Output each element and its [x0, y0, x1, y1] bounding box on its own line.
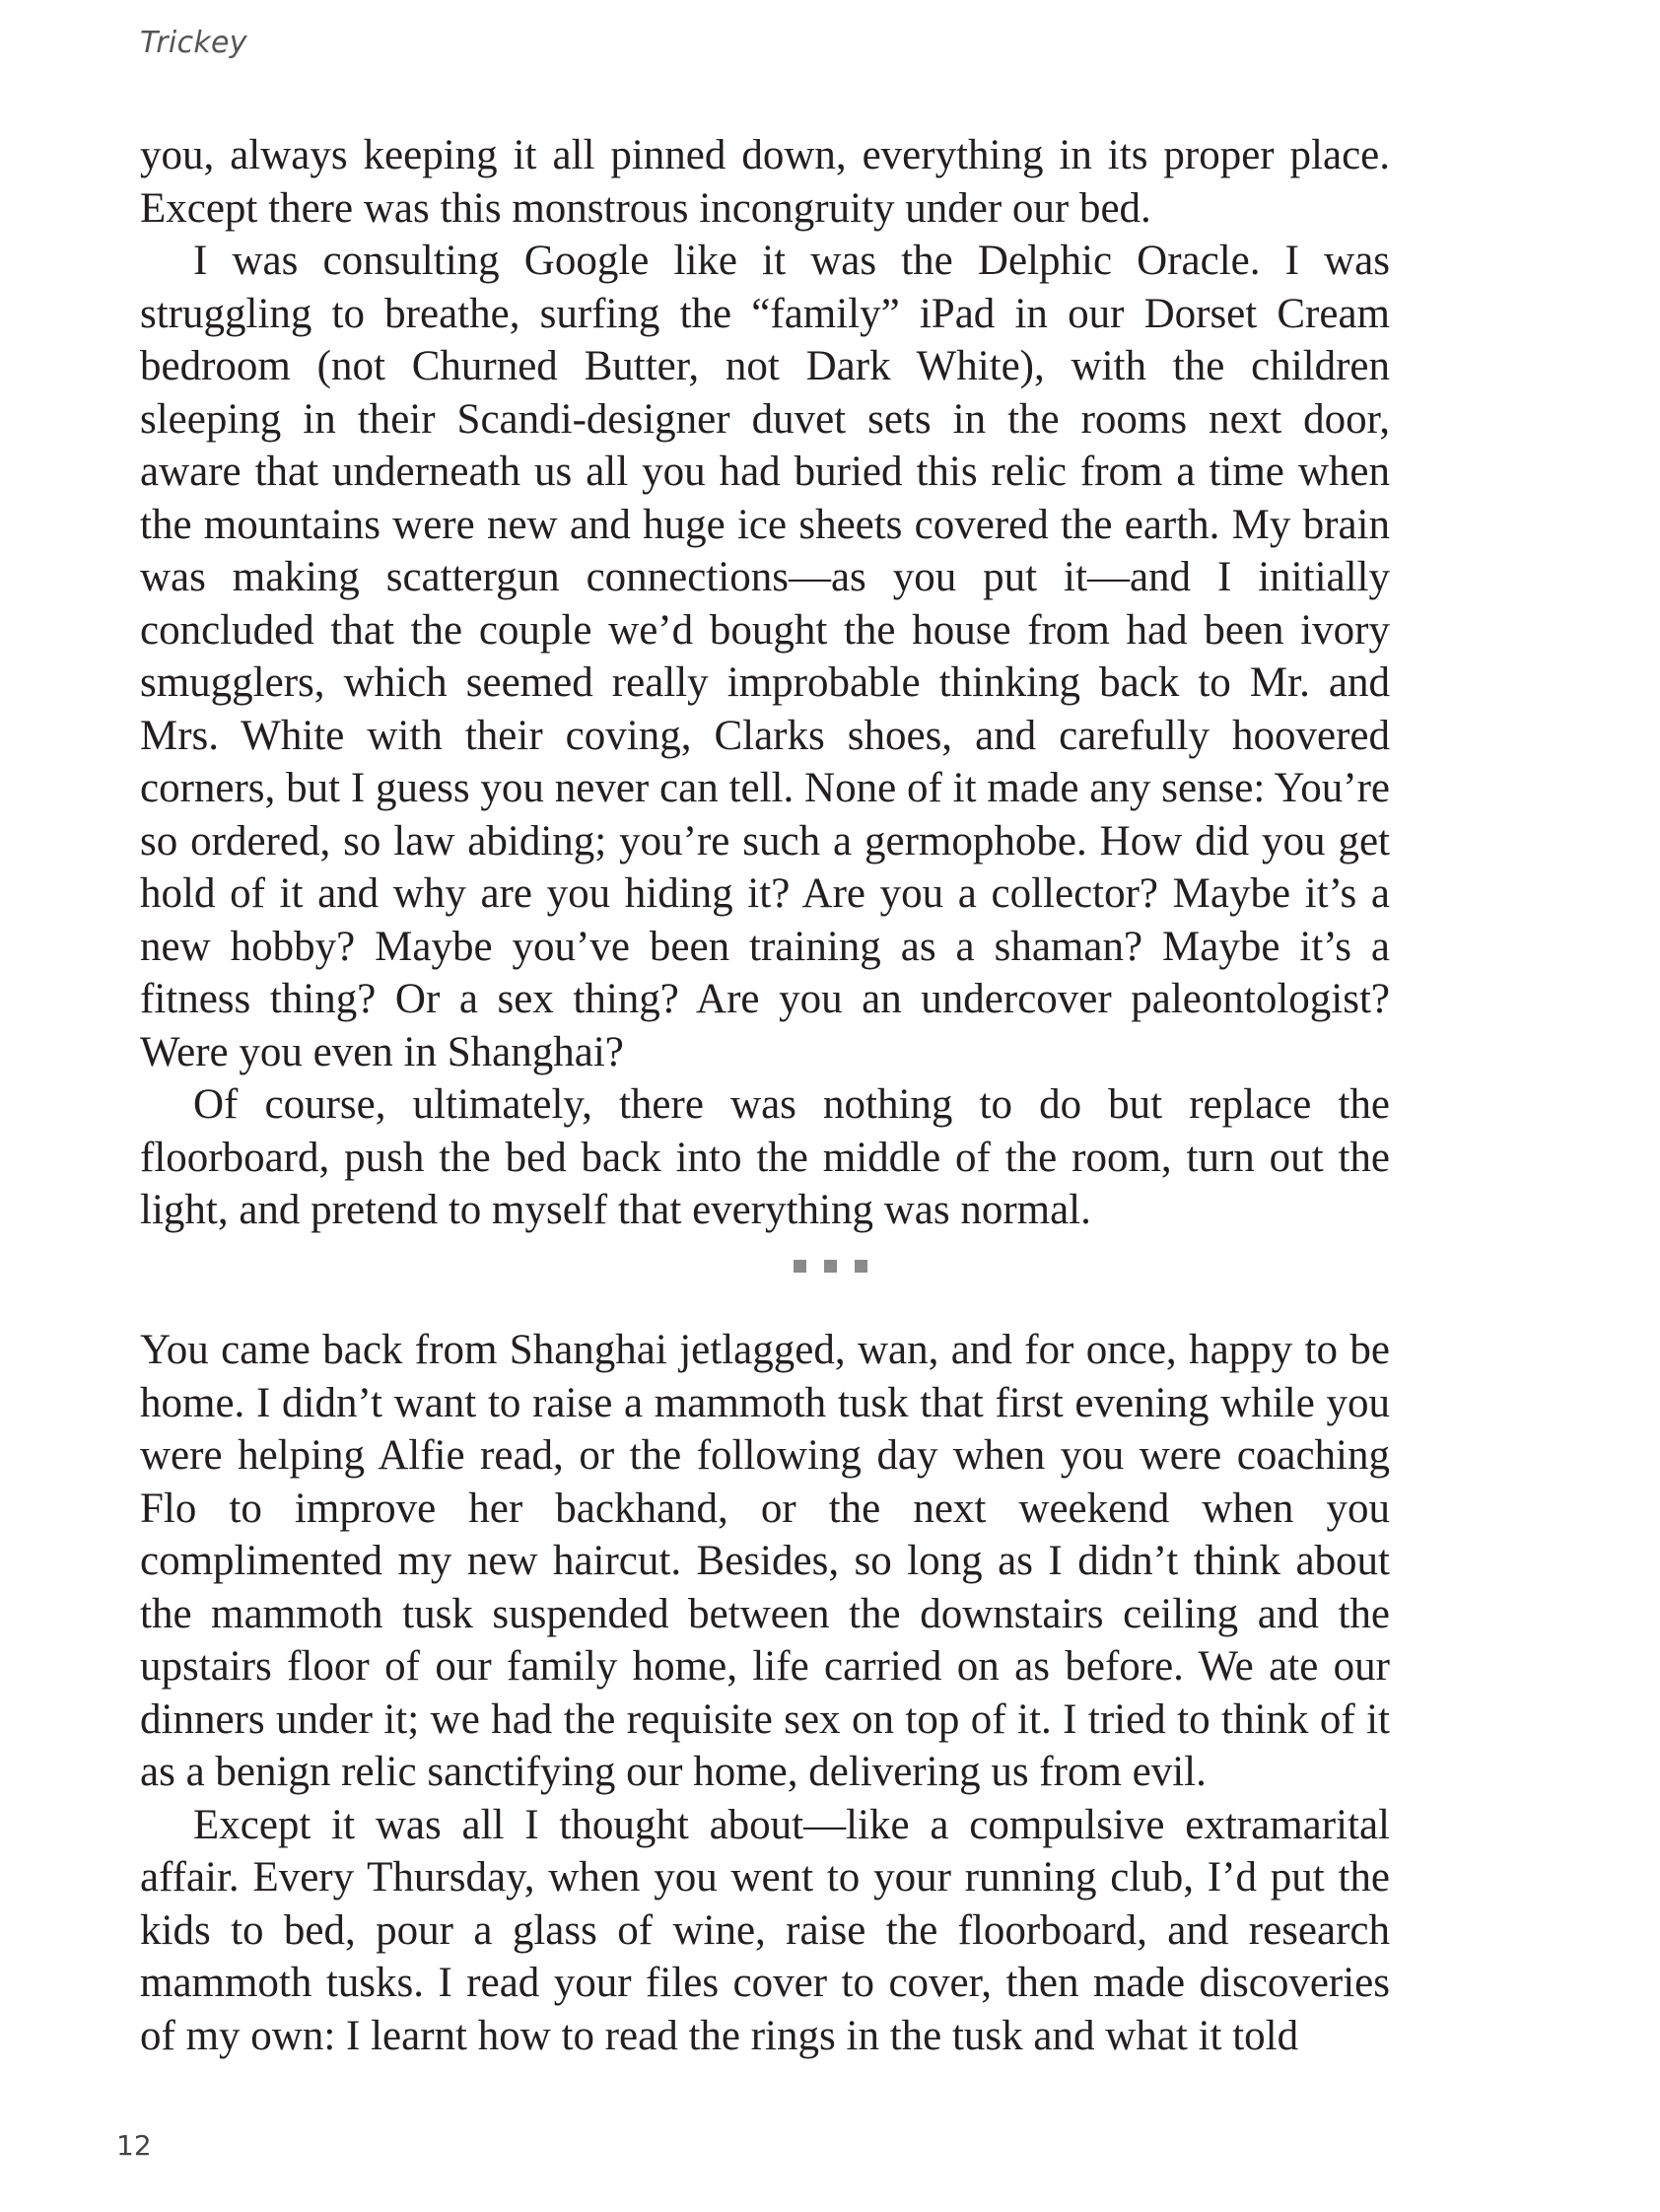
scene-break-ornament	[0, 1260, 1660, 1273]
page-number: 12	[116, 2129, 152, 2162]
body-text-section-2	[140, 1324, 1390, 2062]
scene-break-dot	[855, 1260, 867, 1273]
paragraph: you, always keeping it all pinned down, everything in its proper place. Except there was this monstrous incongruity under our bed.	[140, 132, 1390, 232]
paragraph: Of course, ultimately, there was nothing to do but replace the floorboard, push the bed back into the middle of the room, turn out the light, and pretend to myself that everything was normal.	[140, 1081, 1390, 1233]
scene-break-dot	[824, 1260, 837, 1273]
body-text-section-1	[140, 129, 1390, 1237]
paragraph: I was consulting Google like it was the Delphic Oracle. I was struggling to breathe, surfing the “family” iPad in our Dorset Cream bedroom (not Churned Butter, not Dark White), with the children sleeping in their Scandi-designer duvet sets in the rooms next door, aware that underneath us all you had buried this relic from a time when the mountains were new and huge ice sheets covered the earth. My brain was making scattergun connections—as you put it—and I initially concluded that the couple we’d bought the house from had been ivory smugglers, which seemed really improbable thinking back to Mr. and Mrs. White with their coving, Clarks shoes, and carefully hoovered corners, but I guess you never can tell. None of it made any sense: You’re so ordered, so law abiding; you’re such a germophobe. How did you get hold of it and why are you hiding it? Are you a collector? Maybe it’s a new hobby? Maybe you’ve been training as a shaman? Maybe it’s a fitness thing? Or a sex thing? Are you an undercover paleontologist? Were you even in Shanghai?	[140, 238, 1390, 1075]
scene-break-dot	[794, 1260, 806, 1273]
running-head: Trickey	[140, 26, 247, 60]
paragraph: Except it was all I thought about—like a compulsive extramarital affair. Every Thursday, when you went to your running club, I’d put the kids to bed, pour a glass of wine, raise the floorboard, and research mammoth tusks. I read your files cover to cover, then made discoveries of my own: I learnt how to read the rings in the tusk and what it told	[140, 1801, 1390, 2059]
paragraph: You came back from Shanghai jetlagged, wan, and for once, happy to be home. I didn’t want to raise a mammoth tusk that first evening while you were helping Alfie read, or the following day when you were coaching Flo to improve her backhand, or the next weekend when you complimented my new haircut. Besides, so long as I didn’t think about the mammoth tusk suspended between the downstairs ceiling and the upstairs floor of our family home, life carried on as before. We ate our dinners under it; we had the requisite sex on top of it. I tried to think of it as a benign relic sanctifying our home, delivering us from evil.	[140, 1327, 1390, 1795]
